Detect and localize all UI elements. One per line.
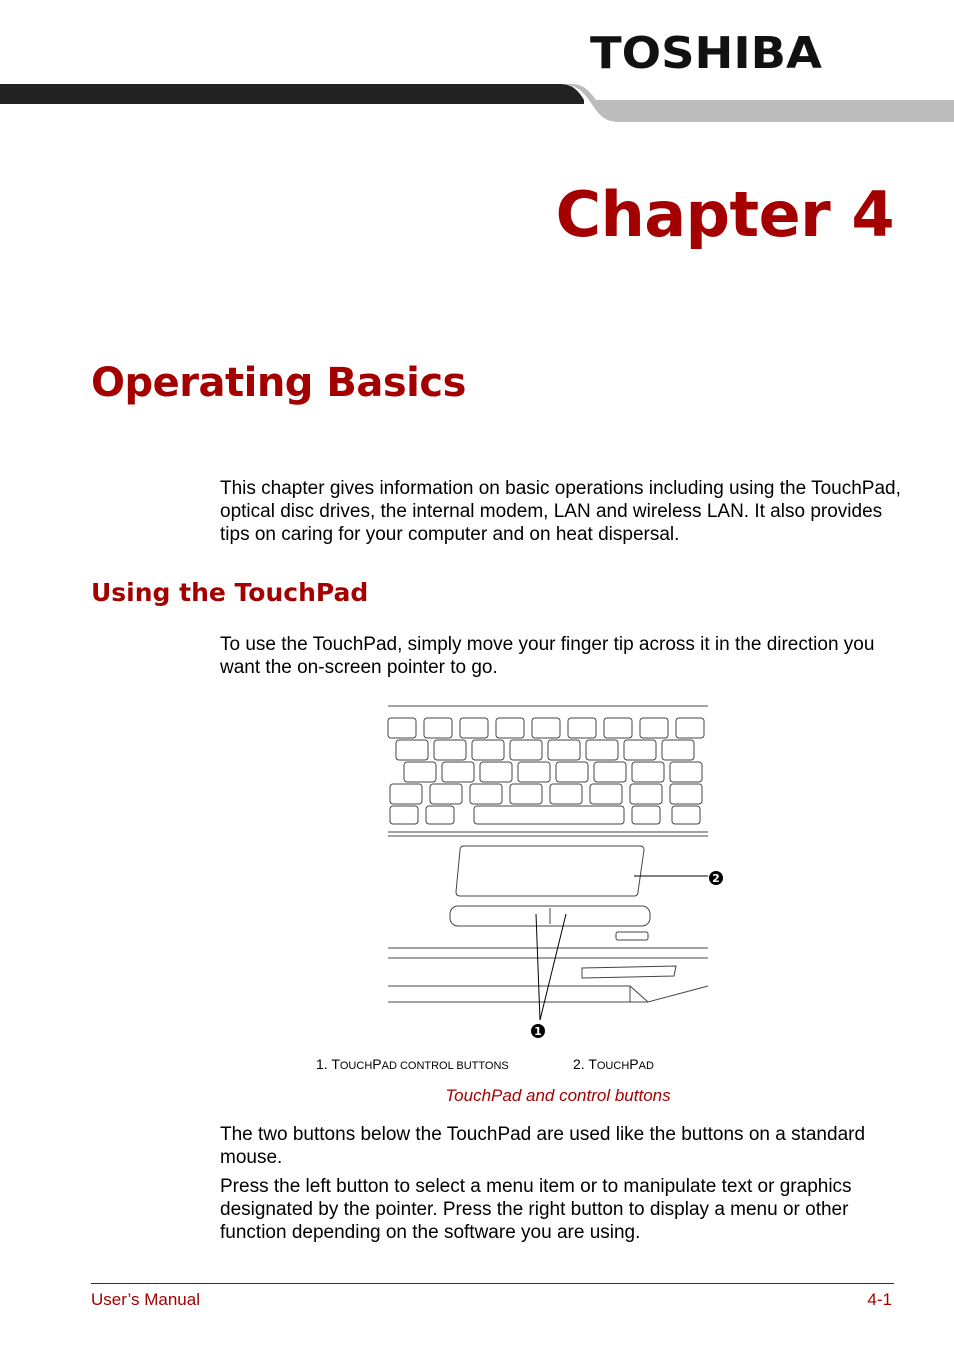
- footer-page-number: 4-1: [867, 1290, 892, 1309]
- legend-item-touchpad-buttons: 1. TOUCHPAD CONTROL BUTTONS: [316, 1056, 509, 1072]
- footer-manual-title: User’s Manual: [91, 1290, 200, 1309]
- intro-paragraph: This chapter gives information on basic operations including using the TouchPad, optical disc drives, the internal modem, LAN and wireless LAN. It also provides tips on caring for your computer and on heat dispersal.: [220, 478, 901, 545]
- keyboard-keys: [388, 706, 708, 836]
- legend-item-touchpad: 2. TOUCHPAD: [573, 1056, 654, 1072]
- brand-logo-text: TOSHIBA: [590, 28, 822, 76]
- figure-caption: TouchPad and control buttons: [445, 1086, 671, 1105]
- callout-1-label: 1: [534, 1025, 542, 1038]
- chapter-title: Chapter 4: [555, 178, 894, 251]
- left-right-button-paragraph: Press the left button to select a menu item or to manipulate text or graphics designated by the pointer. Press the right button to display a menu or other function depending on the software you are using.: [220, 1176, 852, 1243]
- callout-2-label: 2: [712, 872, 720, 885]
- subsection-title: Using the TouchPad: [91, 578, 369, 607]
- buttons-paragraph: The two buttons below the TouchPad are used like the buttons on a standard mouse.: [220, 1124, 866, 1168]
- toshiba-logo: [590, 28, 830, 76]
- header-banner: [0, 80, 954, 126]
- touchpad-paragraph: To use the TouchPad, simply move your finger tip across it in the direction you want the on-screen pointer to go.: [220, 634, 875, 678]
- footer-divider: [91, 1283, 894, 1284]
- touchpad-illustration: [386, 704, 730, 1044]
- section-title: Operating Basics: [91, 360, 466, 406]
- touchpad-surface: [456, 846, 644, 896]
